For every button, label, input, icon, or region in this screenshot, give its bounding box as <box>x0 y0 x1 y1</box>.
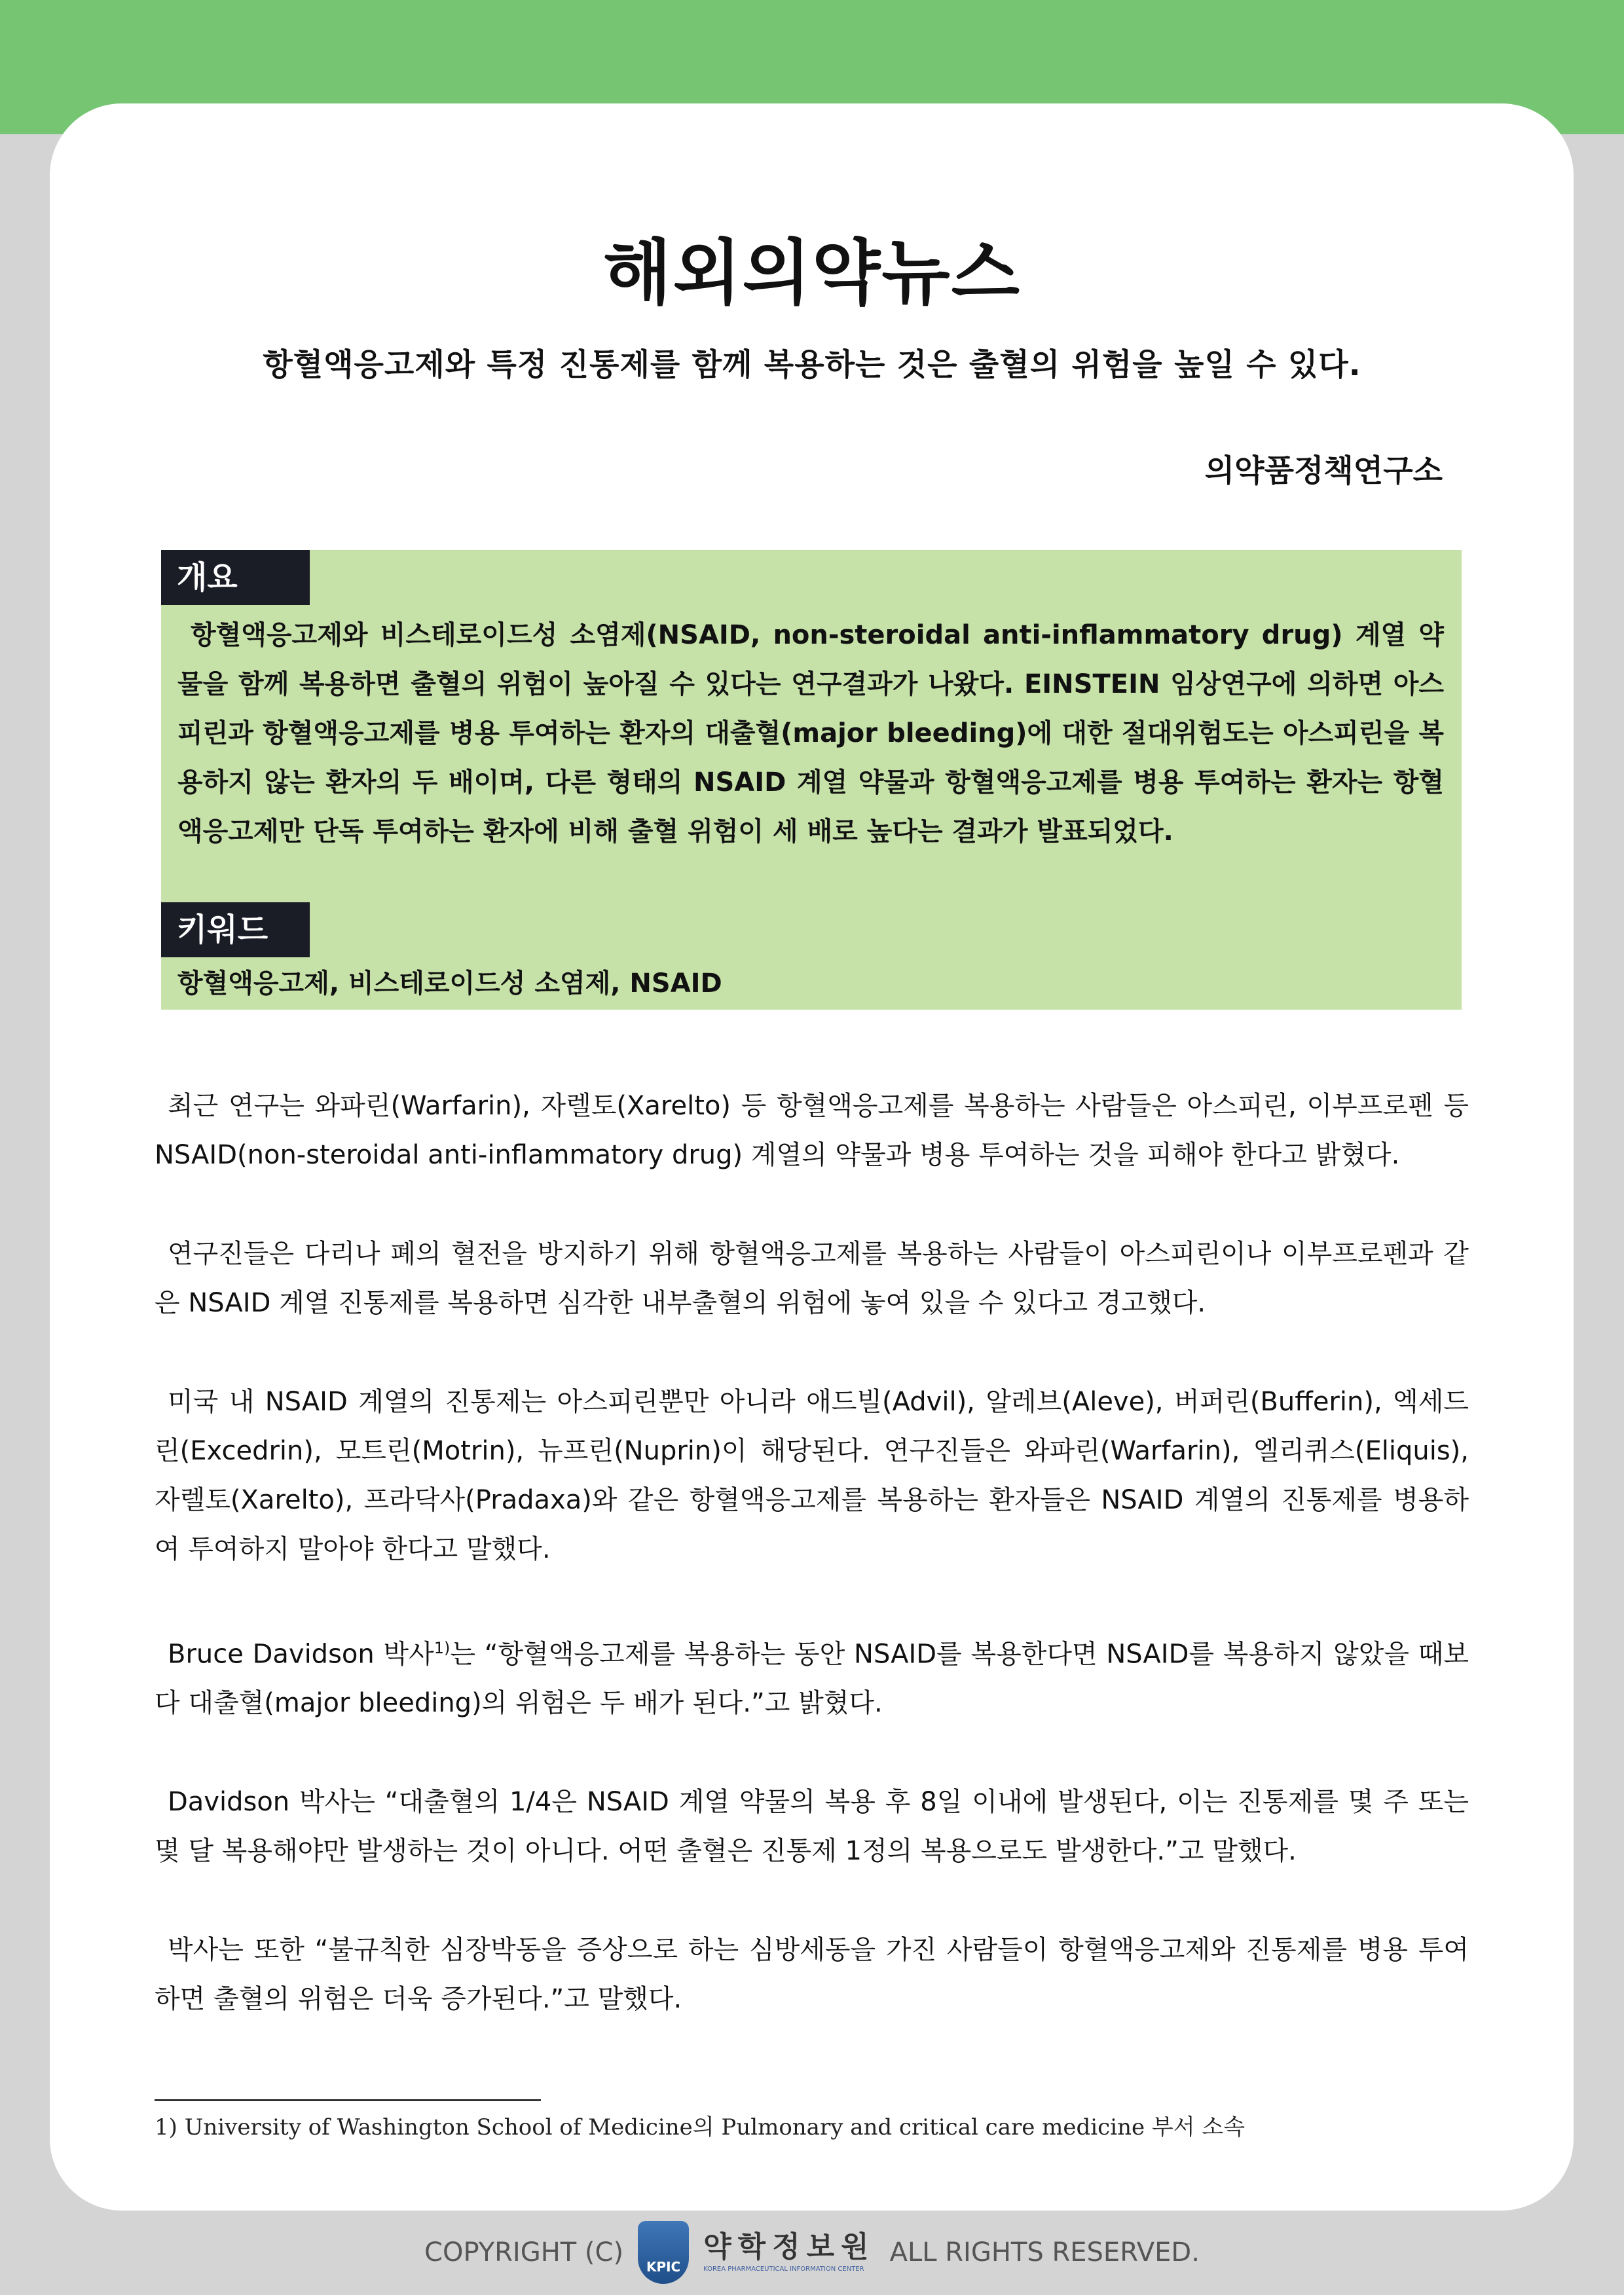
footnote-divider <box>155 2099 541 2101</box>
article-body <box>155 1082 1469 2074</box>
author-institute: 의약품정책연구소 <box>1204 453 1443 489</box>
body-paragraph-5: Davidson 박사는 “대출혈의 1/4은 NSAID 계열 약물의 복용 후 8일 이내에 발생된다, 이는 진통제를 몇 주 또는 몇 달 복용해야만 발생하는 것이 아니다. 어떤 출혈은 진통제 1정의 복용으로도 발생한다.”고 말했다. <box>155 1787 1469 1867</box>
kpic-logo-icon: KPIC <box>638 2221 689 2284</box>
keywords-text: 항혈액응고제, 비스테로이드성 소염제, NSAID <box>177 968 722 999</box>
footnote-ref: 1) <box>434 1639 451 1657</box>
kpic-logo-text <box>703 2230 876 2275</box>
body-paragraph-3: 미국 내 NSAID 계열의 진통제는 아스피린뿐만 아니라 애드빌(Advil), 알레브(Aleve), 버퍼린(Bufferin), 엑세드린(Excedrin), 모트린(Motrin), 뉴프린(Nuprin)이 해당된다. 연구진들은 와파린(Warfarin), 엘리퀴스(Eliquis), 자렐토(Xarelto), 프라닥사(Pradaxa)와 같은 항혈액응고제를 복용하는 환자들은 NSAID 계열의 진통제를 병용하여 투여하지 말아야 한다고 말했다. <box>155 1387 1469 1564</box>
body-paragraph-4-start: Bruce Davidson 박사 <box>168 1639 434 1670</box>
overview-text: 항혈액응고제와 비스테로이드성 소염제(NSAID, non-steroidal anti-inflammatory drug) 계열 약물을 함께 복용하면 출혈의 위험이 높아질 수 있다는 연구결과가 나왔다. EINSTEIN 임상연구에 의하면 아스피린과 항혈액응고제를 병용 투여하는 환자의 대출혈(major bleeding)에 대한 절대위험도는 아스피린을 복용하지 않는 환자의 두 배이며, 다른 형태의 NSAID 계열 약물과 항혈액응고제를 병용 투여하는 환자는 항혈액응고제만 단독 투여하는 환자에 비해 출혈 위험이 세 배로 높다는 결과가 발표되었다. <box>177 620 1444 847</box>
overview-tag: 개요 <box>161 550 310 605</box>
body-paragraph-1: 최근 연구는 와파린(Warfarin), 자렐토(Xarelto) 등 항혈액응고제를 복용하는 사람들은 아스피린, 이부프로펜 등 NSAID(non-steroidal anti-inflammatory drug) 계열의 약물과 병용 투여하는 것을 피해야 한다고 밝혔다. <box>155 1091 1469 1170</box>
copyright-right: ALL RIGHTS RESERVED. <box>889 2237 1200 2267</box>
keywords-tag: 키워드 <box>161 902 310 957</box>
body-paragraph-4 <box>155 1624 1469 1728</box>
summary-box <box>161 550 1462 1010</box>
page-subtitle: 항혈액응고제와 특정 진통제를 함께 복용하는 것은 출혈의 위험을 높일 수 있다. <box>263 347 1361 383</box>
copyright-left: COPYRIGHT (C) <box>424 2237 624 2267</box>
footnote: 1) University of Washington School of Medicine의 Pulmonary and critical care medicine 부서 소속 <box>155 2114 1246 2140</box>
body-paragraph-4-end: 는 “항혈액응고제를 복용하는 동안 NSAID를 복용한다면 NSAID를 복용하지 않았을 때보다 대출혈(major bleeding)의 위험은 두 배가 된다.”고 밝혔다. <box>155 1639 1469 1719</box>
body-paragraph-6: 박사는 또한 “불규칙한 심장박동을 증상으로 하는 심방세동을 가진 사람들이 항혈액응고제와 진통제를 병용 투여하면 출혈의 위험은 더욱 증가된다.”고 말했다. <box>155 1935 1469 2015</box>
page-title: 해외의약뉴스 <box>603 232 1021 314</box>
body-paragraph-2: 연구진들은 다리나 폐의 혈전을 방지하기 위해 항혈액응고제를 복용하는 사람들이 아스피린이나 이부프로펜과 같은 NSAID 계열 진통제를 복용하면 심각한 내부출혈의 위험에 놓여 있을 수 있다고 경고했다. <box>155 1239 1469 1318</box>
logo-korean-name: 약학정보원 <box>703 2230 876 2264</box>
logo-english-name: KOREA PHARMACEUTICAL INFORMATION CENTER <box>703 2266 864 2273</box>
footer <box>0 2220 1624 2285</box>
